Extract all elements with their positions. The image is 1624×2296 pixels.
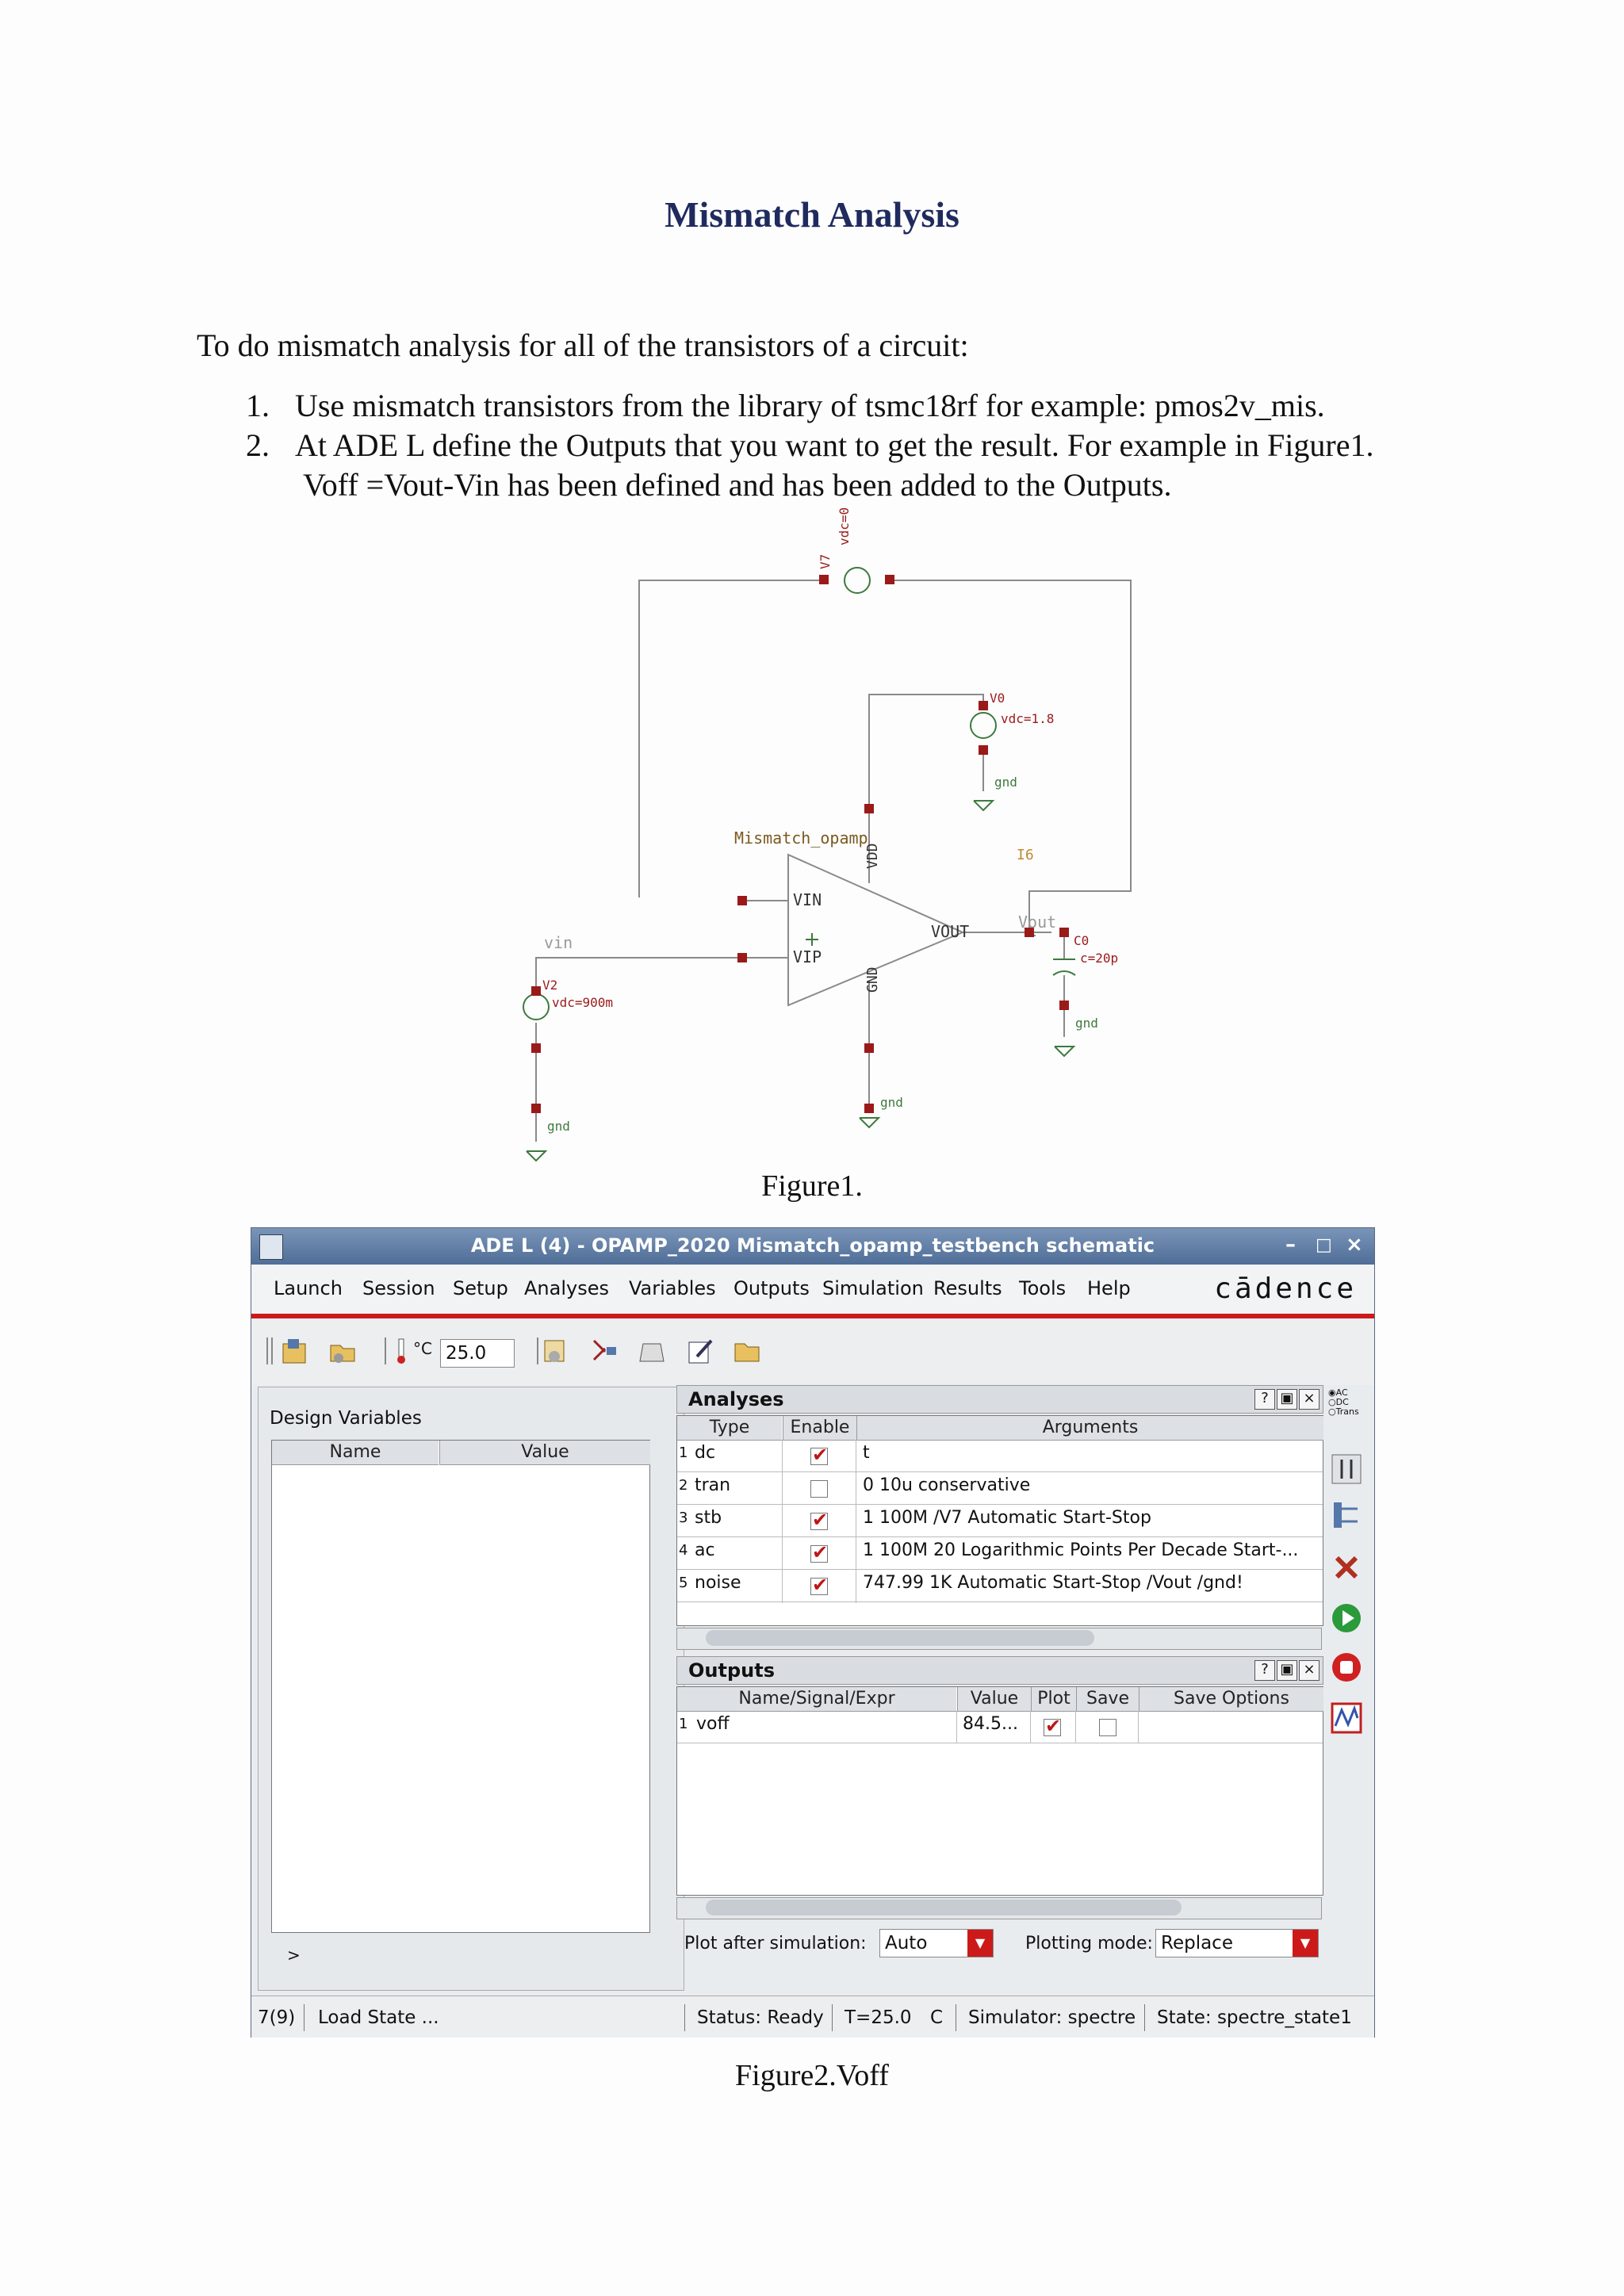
pin-vout: VOUT — [931, 922, 970, 941]
stop-icon[interactable] — [1331, 1651, 1362, 1683]
temperature-input[interactable]: 25.0 — [440, 1339, 515, 1368]
pin-gnd: GND — [864, 966, 881, 993]
v7-label: V7 — [818, 553, 833, 569]
open-folder-icon[interactable] — [732, 1336, 762, 1366]
status-bar — [251, 1996, 1374, 2038]
netlist-tree-icon[interactable] — [1331, 1499, 1362, 1531]
analysis-type: ac — [695, 1540, 715, 1560]
list-continuation: Voff =Vout-Vin has been defined and has been added to the Outputs. — [303, 467, 1172, 503]
row-number: 4 — [679, 1542, 688, 1559]
status-state: State: spectre_state1 — [1157, 2007, 1352, 2028]
edit-icon[interactable] — [686, 1336, 716, 1366]
outputs-table[interactable] — [676, 1686, 1323, 1896]
analysis-arguments: 1 100M 20 Logarithmic Points Per Decade Start-... — [863, 1540, 1299, 1560]
analysis-arguments: 1 100M /V7 Automatic Start-Stop — [863, 1508, 1151, 1528]
outputs-panel — [676, 1656, 1322, 1959]
window-title: ADE L (4) - OPAMP_2020 Mismatch_opamp_testbench schematic — [470, 1234, 1155, 1257]
pin-vin: VIN — [793, 890, 822, 909]
figure1-caption: Figure1. — [761, 1169, 863, 1203]
page-title: Mismatch Analysis — [665, 194, 959, 235]
analyses-table[interactable] — [676, 1415, 1323, 1626]
help-icon[interactable]: ? — [1254, 1389, 1275, 1410]
net-vin: vin — [544, 933, 573, 952]
analysis-arguments: 0 10u conservative — [863, 1475, 1031, 1495]
plot-outputs-icon[interactable] — [1331, 1702, 1362, 1734]
table-row[interactable] — [677, 1472, 1323, 1505]
column-header-value[interactable]: Value — [439, 1441, 650, 1465]
column-header-value[interactable]: Value — [957, 1687, 1031, 1712]
table-row[interactable] — [677, 1570, 1323, 1602]
close-icon[interactable]: × — [1299, 1660, 1320, 1681]
status-temperature-unit: C — [930, 2007, 944, 2028]
design-variables-panel — [258, 1387, 684, 1991]
column-header-plot[interactable]: Plot — [1031, 1687, 1076, 1712]
v7-value: vdc=0 — [837, 507, 852, 545]
scrollbar-thumb[interactable] — [706, 1630, 1094, 1646]
menubar — [251, 1265, 1374, 1314]
enable-checkbox[interactable] — [810, 1480, 828, 1498]
column-header-name[interactable]: Name/Signal/Expr — [677, 1687, 956, 1712]
enable-checkbox[interactable] — [810, 1513, 828, 1530]
delete-icon[interactable] — [1331, 1552, 1362, 1583]
plot-after-value: Auto — [885, 1933, 928, 1954]
save-state-icon[interactable] — [280, 1336, 310, 1366]
design-variables-title: Design Variables — [270, 1408, 422, 1429]
outputs-title: Outputs — [688, 1659, 775, 1682]
row-number: 2 — [679, 1477, 688, 1494]
temperature-unit: °C — [413, 1339, 432, 1358]
gnd-label: gnd — [547, 1119, 570, 1134]
analyses-title: Analyses — [688, 1388, 784, 1410]
list-number: 1. — [246, 388, 270, 423]
chevron-down-icon: ▼ — [967, 1930, 993, 1957]
table-row[interactable] — [677, 1537, 1323, 1570]
plotting-mode-label: Plotting mode: — [1025, 1934, 1153, 1954]
select-on-schematic-icon[interactable] — [589, 1336, 619, 1366]
model-setup-icon[interactable] — [540, 1336, 570, 1366]
analyses-panel — [676, 1385, 1322, 1655]
menu-help[interactable]: Help — [1087, 1277, 1131, 1299]
menu-analyses[interactable]: Analyses — [524, 1277, 609, 1299]
close-icon[interactable]: × — [1299, 1389, 1320, 1410]
netlist-icon[interactable] — [637, 1336, 667, 1366]
output-name: voff — [696, 1714, 730, 1734]
menu-launch[interactable]: Launch — [274, 1277, 343, 1299]
v2-label: V2 — [542, 978, 558, 993]
v2-value: vdc=900m — [552, 995, 614, 1010]
plot-after-select[interactable] — [879, 1929, 994, 1957]
v0-label: V0 — [990, 691, 1005, 706]
menu-session[interactable]: Session — [362, 1277, 435, 1299]
table-row[interactable] — [677, 1505, 1323, 1537]
net-vout: Vout — [1018, 913, 1057, 932]
opamp-name: Mismatch_opamp — [734, 828, 868, 848]
float-icon[interactable]: ▣ — [1277, 1389, 1297, 1410]
window-titlebar[interactable] — [251, 1228, 1374, 1265]
pin-vdd: VDD — [864, 843, 881, 869]
minimize-icon[interactable]: – — [1285, 1233, 1296, 1257]
v0-value: vdc=1.8 — [1001, 711, 1055, 726]
table-row[interactable] — [677, 1440, 1323, 1472]
radio-ac[interactable]: ◉AC — [1328, 1387, 1348, 1398]
gnd-label: gnd — [994, 775, 1017, 790]
outputs-header — [676, 1656, 1323, 1685]
figure2-caption: Figure2.Voff — [735, 2059, 889, 2092]
gnd-label: gnd — [880, 1095, 903, 1110]
menu-simulation[interactable]: Simulation — [822, 1277, 924, 1299]
status-ready: Status: Ready — [697, 2007, 824, 2028]
analysis-radio-group[interactable] — [1325, 1388, 1371, 1431]
column-header-name[interactable]: Name — [272, 1441, 439, 1465]
analysis-type: noise — [695, 1573, 741, 1593]
command-prompt: > — [287, 1946, 301, 1965]
tune-icon[interactable] — [1331, 1453, 1362, 1485]
maximize-icon[interactable]: □ — [1316, 1235, 1332, 1255]
menu-setup[interactable]: Setup — [453, 1277, 508, 1299]
menu-tools[interactable]: Tools — [1019, 1277, 1067, 1299]
toolbar — [251, 1318, 1374, 1385]
status-index: 7(9) — [258, 2007, 296, 2028]
design-variables-table[interactable] — [271, 1440, 650, 1933]
plot-after-label: Plot after simulation: — [684, 1934, 867, 1954]
row-number: 3 — [679, 1510, 688, 1526]
scrollbar-thumb[interactable] — [706, 1900, 1182, 1915]
pin-vip: VIP — [793, 947, 822, 966]
column-header-arguments[interactable]: Arguments — [856, 1416, 1323, 1441]
list-text: At ADE L define the Outputs that you want to get the result. For example in Figure1. — [295, 427, 1374, 463]
gnd-label: gnd — [1075, 1016, 1098, 1031]
plotting-mode-select[interactable] — [1155, 1929, 1319, 1957]
ade-window — [251, 1227, 1375, 2038]
schematic-figure — [476, 507, 1189, 1173]
c0-label: C0 — [1074, 933, 1090, 948]
run-icon[interactable] — [1331, 1602, 1362, 1634]
row-number: 1 — [679, 1445, 688, 1461]
radio-trans[interactable]: ○Trans — [1328, 1406, 1359, 1417]
horizontal-scrollbar[interactable] — [676, 1897, 1322, 1919]
radio-dc[interactable]: ○DC — [1328, 1397, 1349, 1407]
list-text: Use mismatch transistors from the library of tsmc18rf for example: pmos2v_mis. — [295, 388, 1325, 423]
enable-checkbox[interactable] — [810, 1545, 828, 1563]
row-number: 1 — [679, 1716, 688, 1732]
analysis-type: stb — [695, 1508, 722, 1528]
save-checkbox[interactable] — [1099, 1719, 1116, 1736]
help-icon[interactable]: ? — [1254, 1660, 1275, 1681]
c0-value: c=20p — [1080, 951, 1119, 966]
horizontal-scrollbar[interactable] — [676, 1628, 1322, 1650]
row-number: 5 — [679, 1575, 688, 1591]
analysis-arguments: t — [863, 1443, 870, 1463]
enable-checkbox[interactable] — [810, 1578, 828, 1595]
column-header-enable[interactable]: Enable — [783, 1416, 856, 1441]
analysis-type: tran — [695, 1475, 731, 1495]
cadence-logo: cādence — [1214, 1272, 1357, 1305]
intro-paragraph: To do mismatch analysis for all of the transistors of a circuit: — [197, 327, 969, 363]
close-icon[interactable]: × — [1346, 1233, 1363, 1257]
menu-variables[interactable]: Variables — [629, 1277, 716, 1299]
status-temperature: T=25.0 — [845, 2007, 912, 2028]
column-header-type[interactable]: Type — [677, 1416, 782, 1441]
analyses-header — [676, 1385, 1323, 1414]
menu-outputs[interactable]: Outputs — [733, 1277, 810, 1299]
load-state-icon[interactable] — [327, 1336, 358, 1366]
list-number: 2. — [246, 427, 270, 463]
table-row[interactable] — [677, 1711, 1323, 1743]
instance-label: I6 — [1017, 847, 1034, 863]
column-header-save[interactable]: Save — [1076, 1687, 1139, 1712]
output-value: 84.5... — [963, 1714, 1018, 1734]
plot-checkbox[interactable] — [1044, 1719, 1061, 1736]
enable-checkbox[interactable] — [810, 1448, 828, 1465]
float-icon[interactable]: ▣ — [1277, 1660, 1297, 1681]
chevron-down-icon: ▼ — [1293, 1930, 1318, 1957]
analysis-arguments: 747.99 1K Automatic Start-Stop /Vout /gnd! — [863, 1573, 1243, 1593]
status-message: Load State ... — [318, 2007, 439, 2028]
menu-results[interactable]: Results — [933, 1277, 1002, 1299]
analysis-type: dc — [695, 1443, 716, 1463]
status-simulator: Simulator: spectre — [968, 2007, 1136, 2028]
plotting-mode-value: Replace — [1161, 1933, 1233, 1954]
column-header-save-options[interactable]: Save Options — [1139, 1687, 1323, 1712]
